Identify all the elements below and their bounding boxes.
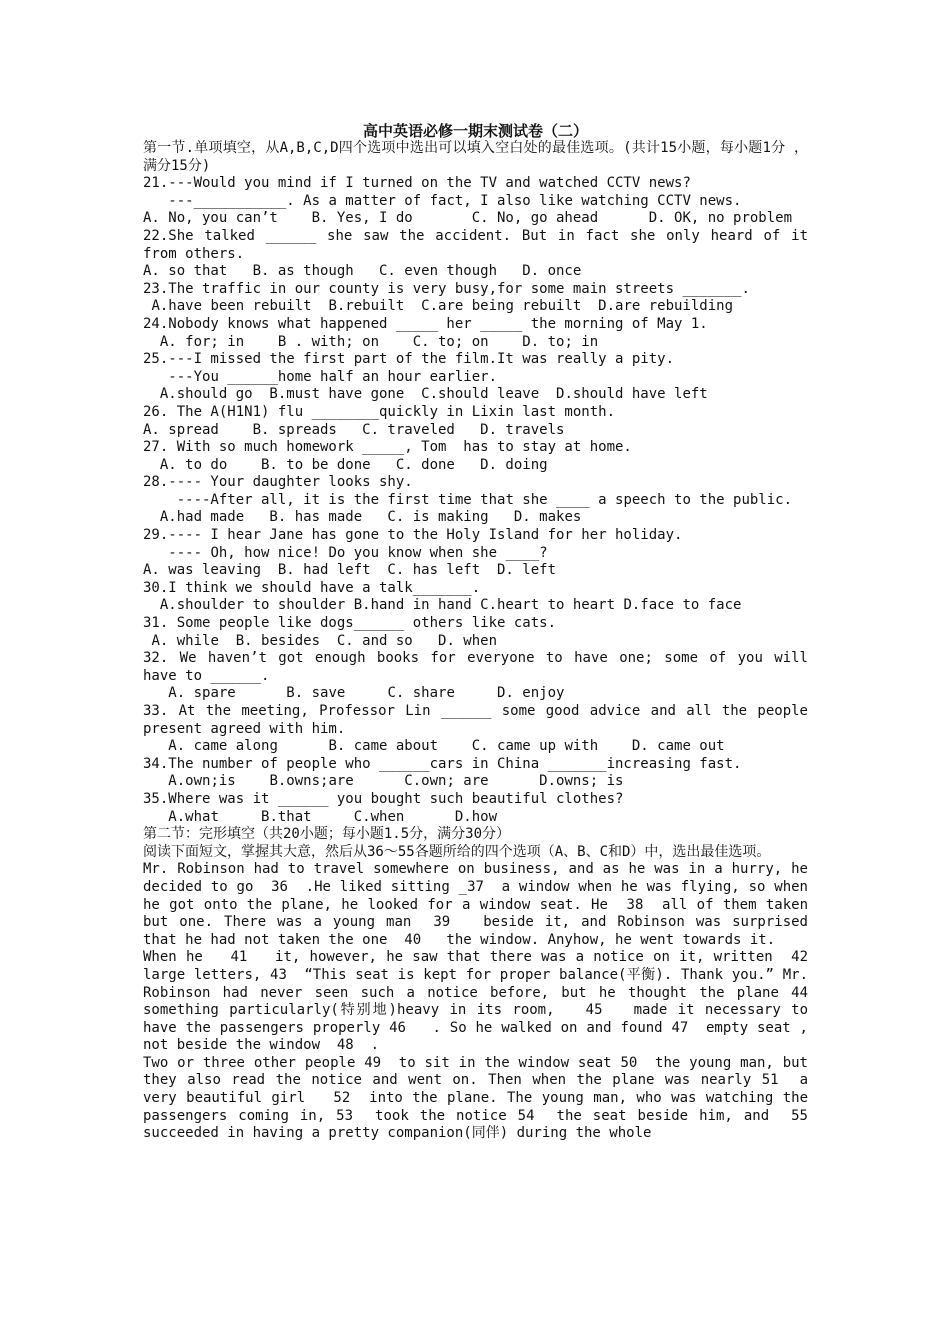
question-line: A.shoulder to shoulder B.hand in hand C.heart to heart D.face to face <box>143 597 742 614</box>
cloze-passage <box>143 861 825 1143</box>
question-line: ---- Oh, how nice! Do you know when she ____? <box>143 544 548 561</box>
section2-heading: 第二节：完形填空（共20小题；每小题1.5分，满分30分） <box>143 826 510 843</box>
question-line: A. for; in B . with; on C. to; on D. to; in <box>143 333 599 350</box>
question-line: A. spare B. save C. share D. enjoy <box>143 685 565 702</box>
question-line: 23.The traffic in our county is very busy,for some main streets _______. <box>143 280 750 297</box>
question-line: ---You ______home half an hour earlier. <box>143 368 498 385</box>
exam-page <box>143 122 825 1143</box>
section1-heading: 第一节.单项填空，从A,B,C,D四个选项中选出可以填入空白处的最佳选项。(共计15小题，每小题1分 ，满分15分) <box>143 140 808 174</box>
question-line: A. while B. besides C. and so D. when <box>143 632 498 649</box>
question-line: 22.She talked ______ she saw the accident. But in fact she only heard of it from others. <box>143 227 817 262</box>
question-line: 26. The A(H1N1) flu ________quickly in Lixin last month. <box>143 403 616 420</box>
question-list <box>143 175 817 826</box>
question-line: 35.Where was it ______ you bought such beautiful clothes? <box>143 790 624 807</box>
question-line: A. was leaving B. had left C. has left D. left <box>143 562 557 579</box>
question-line: A. spread B. spreads C. traveled D. travels <box>143 421 565 438</box>
passage-paragraph: Mr. Robinson had to travel somewhere on business, and as he was in a hurry, he decided to go 36 .He liked sitting _37 a window when he was flying, so when he got onto the plane, he looked for a window seat. He 38 all of them taken but one. There was a young man 39 beside it, and Robinson was surprised that he had not taken the one 40 the window. Anyhow, he went towards it. <box>143 861 817 948</box>
question-line: A. No, you can’t B. Yes, I do C. No, go ahead D. OK, no problem <box>143 210 793 227</box>
section2-instructions: 阅读下面短文，掌握其大意，然后从36～55各题所给的四个选项（A、B、C和D）中，选出最佳选项。 <box>143 843 771 860</box>
question-line: 28.---- Your daughter looks shy. <box>143 474 413 491</box>
question-line: 30.I think we should have a talk_______. <box>143 579 481 596</box>
question-line: A. to do B. to be done C. done D. doing <box>143 456 548 473</box>
passage-paragraph: Two or three other people 49 to sit in the window seat 50 the young man, but they also read the notice and went on. Then when the plane was nearly 51 a very beautiful girl 52 into the plane. The young man, who was watching the passengers coming in, 53 took the notice 54 the seat beside him, and 55 succeeded in having a pretty companion(同伴) during the whole <box>143 1054 825 1142</box>
question-line: 34.The number of people who ______cars in China _______increasing fast. <box>143 755 742 772</box>
page-title: 高中英语必修一期末测试卷（二） <box>362 122 588 140</box>
question-line: 33. At the meeting, Professor Lin ______ some good advice and all the people present agreed with him. <box>143 703 817 737</box>
question-line: A. so that B. as though C. even though D. once <box>143 263 582 280</box>
question-line: A. came along B. came about C. came up with D. came out <box>143 738 725 755</box>
question-line: A.own;is B.owns;are C.own; are D.owns; is <box>143 773 624 790</box>
question-line: A.what B.that C.when D.how <box>143 808 498 825</box>
question-line: 29.---- I hear Jane has gone to the Holy Island for her holiday. <box>143 527 683 544</box>
question-line: A.have been rebuilt B.rebuilt C.are being rebuilt D.are rebuilding <box>143 298 734 315</box>
question-line: 31. Some people like dogs______ others like cats. <box>143 615 557 632</box>
question-line: 21.---Would you mind if I turned on the TV and watched CCTV news? <box>143 175 691 192</box>
question-line: ----After all, it is the first time that she ____ a speech to the public. <box>143 491 793 508</box>
question-line: ---___________. As a matter of fact, I also like watching CCTV news. <box>143 192 742 209</box>
question-line: 27. With so much homework _____, Tom has to stay at home. <box>143 439 632 456</box>
question-line: 25.---I missed the first part of the film.It was really a pity. <box>143 351 675 368</box>
passage-paragraph: When he 41 it, however, he saw that there was a notice on it, written 42 large letters, 43 “This seat is kept for proper balance(平衡). Thank you.” Mr. Robinson had never seen such a notice before, but he thought the plane 44 something particularly(特别地)heavy in its room, 45 made it necessary to have the passengers properly 46 . So he walked on and found 47 empty seat , not beside the window 48 . <box>143 949 825 1054</box>
question-line: 24.Nobody knows what happened _____ her _____ the morning of May 1. <box>143 315 708 332</box>
question-line: A.should go B.must have gone C.should leave D.should have left <box>143 386 708 403</box>
question-line: 32. We haven’t got enough books for everyone to have one; some of you will have to ______. <box>143 650 817 684</box>
question-line: A.had made B. has made C. is making D. makes <box>143 509 582 526</box>
